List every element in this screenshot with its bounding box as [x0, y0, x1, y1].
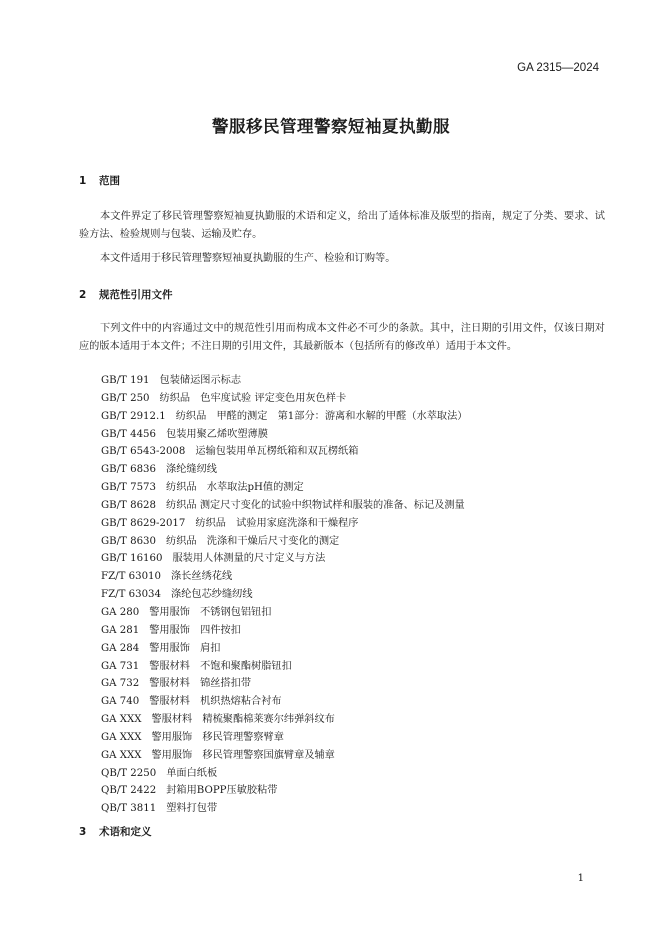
reference-item — [101, 622, 467, 640]
reference-item — [101, 443, 467, 461]
reference-code: GB/T 6836 — [101, 464, 157, 476]
reference-code: GB/T 191 — [101, 375, 150, 386]
normative-intro: 下列文件中的内容通过文中的规范性引用而构成本文件必不可少的条款。其中，注日期的引用文件，仅该日期对应的版本适用于本文件；不注日期的引用文件，其最新版本（包括所有的修改单）适用于本文件。 — [79, 323, 605, 352]
reference-code: GA 732 — [101, 678, 140, 690]
reference-code: GA 284 — [101, 642, 140, 654]
reference-code: GB/T 8628 — [101, 499, 157, 511]
section-number: 1 — [79, 175, 87, 187]
reference-item — [101, 765, 467, 783]
page-number: 1 — [577, 873, 584, 884]
reference-item — [101, 568, 467, 586]
reference-title: 单面白纸板 — [166, 767, 218, 779]
reference-code: GB/T 8630 — [101, 535, 157, 547]
reference-code: GA XXX — [101, 731, 142, 743]
reference-item — [101, 515, 467, 533]
reference-code: GA 280 — [101, 606, 140, 618]
reference-title: 警服材料 精梳聚酯棉莱赛尔纬弹斜纹布 — [151, 714, 335, 726]
reference-code: GA 281 — [101, 624, 140, 636]
reference-item — [101, 461, 467, 479]
reference-title: 纺织品 甲醛的测定 第1部分：游离和水解的甲醛（水萃取法） — [175, 410, 468, 422]
reference-item — [101, 675, 467, 693]
section-heading-terms — [79, 824, 152, 839]
reference-title: 包装储运图示标志 — [159, 375, 242, 386]
reference-item — [101, 408, 467, 426]
reference-code: FZ/T 63034 — [101, 589, 162, 601]
reference-code: GA XXX — [101, 714, 142, 726]
section-number: 2 — [79, 289, 87, 301]
reference-title: 运输包装用单瓦楞纸箱和双瓦楞纸箱 — [195, 446, 359, 458]
reference-title: 警服材料 锦丝搭扣带 — [149, 678, 252, 690]
reference-title: 纺织品 洗涤和干燥后尺寸变化的测定 — [166, 535, 340, 547]
reference-title: 纺织品 测定尺寸变化的试验中织物试样和服装的准备、标记及测量 — [166, 499, 465, 511]
scope-paragraph-1: 本文件界定了移民管理警察短袖夏执勤服的术语和定义，给出了适体标准及版型的指南，规定了分类、要求、试验方法、检验规则与包装、运输及贮存。 — [79, 211, 605, 240]
reference-code: GB/T 7573 — [101, 482, 157, 494]
reference-code: GA XXX — [101, 749, 142, 761]
section-title: 范围 — [99, 175, 120, 187]
reference-code: GB/T 8629-2017 — [101, 517, 186, 529]
reference-title: 涤纶缝纫线 — [166, 464, 217, 476]
reference-code: GB/T 6543-2008 — [101, 446, 186, 458]
reference-item — [101, 658, 467, 676]
reference-code: GB/T 16160 — [101, 553, 163, 565]
reference-item — [101, 426, 467, 444]
section-heading-normative — [79, 287, 173, 302]
reference-item — [101, 729, 467, 747]
reference-item — [101, 372, 467, 390]
reference-item — [101, 390, 467, 408]
reference-code: QB/T 3811 — [101, 803, 157, 815]
scope-paragraph-2: 本文件适用于移民管理警察短袖夏执勤服的生产、检验和订购等。 — [100, 253, 396, 264]
reference-item — [101, 550, 467, 568]
document-title: 警服移民管理警察短袖夏执勤服 — [212, 117, 450, 136]
reference-code: GB/T 4456 — [101, 428, 157, 440]
reference-code: GB/T 250 — [101, 392, 150, 404]
reference-title: 警服材料 机织热熔粘合衬布 — [149, 696, 282, 708]
reference-title: 包装用聚乙烯吹塑薄膜 — [166, 428, 268, 440]
reference-title: 塑料打包带 — [166, 803, 218, 815]
reference-item — [101, 711, 467, 729]
reference-title: 服装用人体测量的尺寸定义与方法 — [172, 553, 326, 565]
reference-title: 警用服饰 四件按扣 — [149, 624, 241, 636]
reference-title: 警用服饰 移民管理警察臂章 — [151, 731, 284, 743]
reference-title: 涤纶包芯纱缝纫线 — [171, 589, 253, 601]
section-heading-scope — [79, 173, 120, 188]
reference-list — [101, 372, 467, 818]
reference-item — [101, 497, 467, 515]
reference-code: GA 731 — [101, 660, 140, 672]
reference-item — [101, 782, 467, 800]
reference-item — [101, 533, 467, 551]
reference-title: 纺织品 水萃取法pH值的测定 — [166, 482, 304, 494]
reference-code: GB/T 2912.1 — [101, 410, 166, 422]
reference-item — [101, 640, 467, 658]
section-number: 3 — [79, 826, 87, 838]
reference-title: 封箱用BOPP压敏胶粘带 — [166, 785, 278, 797]
reference-item — [101, 693, 467, 711]
reference-item — [101, 586, 467, 604]
reference-title: 纺织品 试验用家庭洗涤和干燥程序 — [195, 517, 359, 529]
reference-item — [101, 747, 467, 765]
reference-code: GA 740 — [101, 696, 140, 708]
reference-title: 警用服饰 移民管理警察国旗臂章及辅章 — [151, 749, 335, 761]
reference-item — [101, 604, 467, 622]
reference-title: 警用服饰 肩扣 — [149, 642, 221, 654]
reference-title: 涤长丝绣花线 — [171, 571, 233, 583]
section-title: 术语和定义 — [99, 826, 152, 838]
reference-title: 警服材料 不饱和聚酯树脂钮扣 — [149, 660, 292, 672]
reference-code: FZ/T 63010 — [101, 571, 162, 583]
reference-title: 警用服饰 不锈钢包铝钮扣 — [149, 606, 272, 618]
reference-item — [101, 800, 467, 818]
reference-code: QB/T 2422 — [101, 785, 157, 797]
section-title: 规范性引用文件 — [99, 289, 173, 301]
standard-code: GA 2315—2024 — [517, 62, 599, 74]
reference-item — [101, 479, 467, 497]
reference-title: 纺织品 色牢度试验 评定变色用灰色样卡 — [159, 392, 347, 404]
reference-code: QB/T 2250 — [101, 767, 157, 779]
